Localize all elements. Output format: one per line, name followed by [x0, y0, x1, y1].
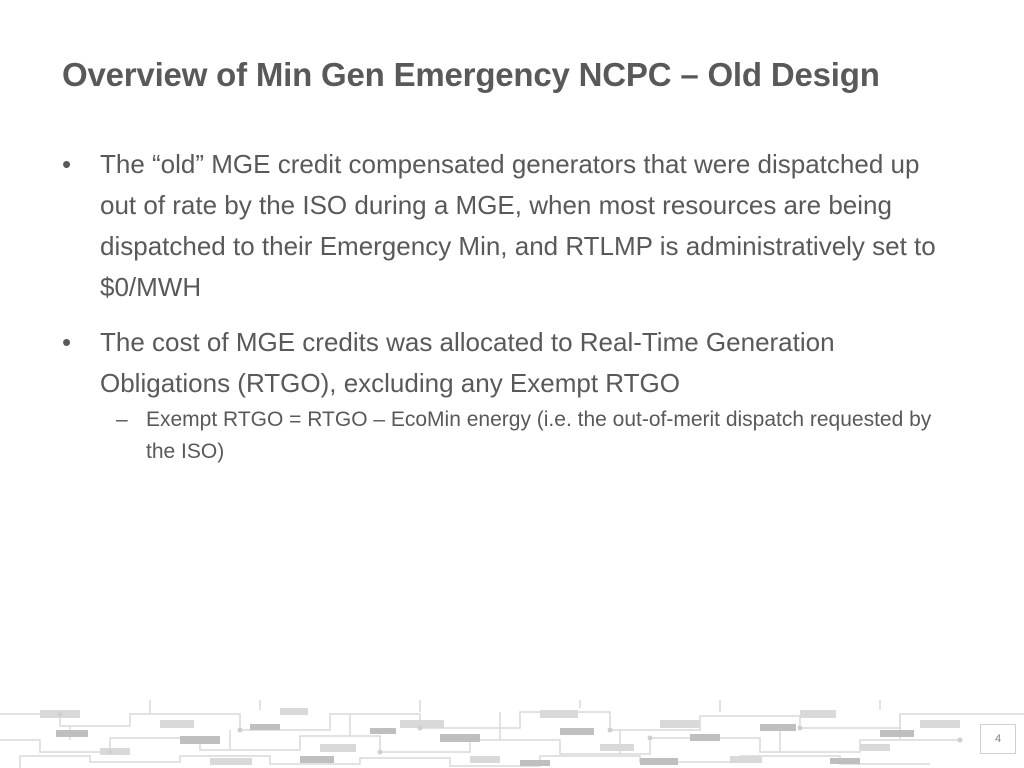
- sub-bullet-marker: –: [116, 408, 128, 431]
- sub-bullet-text: Exempt RTGO = RTGO – EcoMin energy (i.e. the out-of-merit dispatch requested by the ISO): [146, 408, 932, 463]
- sub-bullet-item: [62, 404, 962, 468]
- bullet-item-2: [62, 322, 962, 404]
- bullet-marker: •: [62, 149, 72, 179]
- slide-title: Overview of Min Gen Emergency NCPC – Old Design: [62, 56, 880, 93]
- slide-body: [62, 144, 962, 468]
- circuit-footer-decoration: [0, 700, 1024, 768]
- bullet-item-1: [62, 144, 962, 308]
- bullet-text: The cost of MGE credits was allocated to Real-Time Generation Obligations (RTGO), excluding any Exempt RTGO: [100, 327, 835, 398]
- bullet-text: The “old” MGE credit compensated generators that were dispatched up out of rate by the ISO during a MGE, when most resources are being dispatched to their Emergency Min, and RTLMP is administratively set to $0/MWH: [100, 149, 936, 302]
- page-number: 4: [980, 724, 1016, 754]
- bullet-marker: •: [62, 327, 72, 357]
